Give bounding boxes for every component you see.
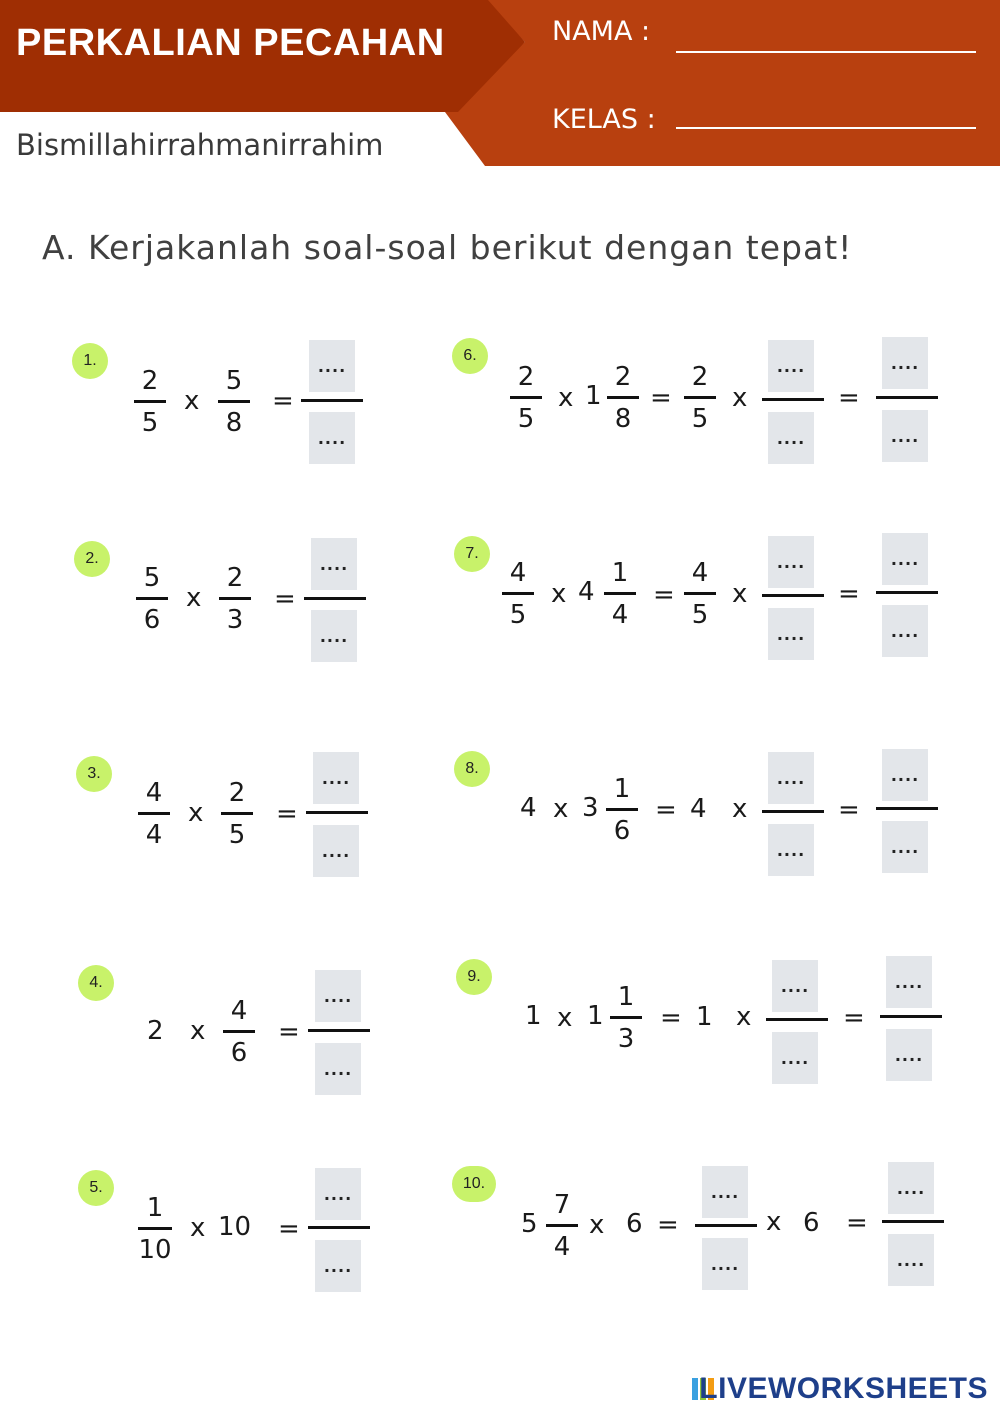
multiply-sign: x bbox=[766, 1207, 782, 1237]
numerator: 2 bbox=[141, 366, 159, 396]
numerator: 1 bbox=[611, 558, 629, 588]
answer-numerator-box[interactable]: .... bbox=[768, 536, 814, 588]
fraction-bar bbox=[308, 1226, 370, 1229]
denominator: 6 bbox=[143, 605, 161, 635]
answer-numerator-box[interactable]: .... bbox=[309, 340, 355, 392]
instruction-text: A. Kerjakanlah soal-soal berikut dengan tepat! bbox=[42, 228, 853, 267]
numerator: 4 bbox=[691, 558, 709, 588]
answer-denominator-box[interactable]: .... bbox=[768, 412, 814, 464]
fraction-bar bbox=[876, 591, 938, 594]
numerator: 2 bbox=[226, 563, 244, 593]
answer-denominator-box[interactable]: .... bbox=[768, 608, 814, 660]
fraction-bar bbox=[876, 396, 938, 399]
name-label: NAMA : bbox=[552, 16, 651, 47]
worksheet-title: PERKALIAN PECAHAN bbox=[16, 22, 445, 64]
fraction-bar bbox=[695, 1224, 757, 1227]
problem-number-badge: 10. bbox=[452, 1166, 496, 1202]
equals-sign: = bbox=[657, 1210, 679, 1240]
fraction-bar bbox=[762, 594, 824, 597]
problem-number-badge: 5. bbox=[78, 1170, 114, 1206]
equals-sign: = bbox=[272, 386, 294, 416]
answer-numerator-box[interactable]: .... bbox=[313, 752, 359, 804]
denominator: 5 bbox=[517, 404, 535, 434]
numerator: 7 bbox=[553, 1190, 571, 1220]
fraction-bar bbox=[221, 812, 253, 815]
answer-denominator-box[interactable]: .... bbox=[772, 1032, 818, 1084]
fraction-bar bbox=[138, 812, 170, 815]
denominator: 6 bbox=[613, 816, 631, 846]
mixed-whole: 1 bbox=[585, 381, 602, 411]
answer-numerator-box[interactable]: .... bbox=[311, 538, 357, 590]
problem-number-badge: 4. bbox=[78, 965, 114, 1001]
multiply-sign: x bbox=[558, 383, 574, 413]
answer-numerator-box[interactable]: .... bbox=[886, 956, 932, 1008]
mixed-whole: 1 bbox=[587, 1001, 604, 1031]
whole-number: 4 bbox=[520, 793, 537, 823]
numerator: 2 bbox=[614, 362, 632, 392]
mixed-whole: 3 bbox=[582, 793, 599, 823]
problem-number-badge: 1. bbox=[72, 343, 108, 379]
denominator: 5 bbox=[691, 404, 709, 434]
answer-denominator-box[interactable]: .... bbox=[315, 1043, 361, 1095]
equals-sign: = bbox=[274, 584, 296, 614]
fraction-bar bbox=[218, 400, 250, 403]
fraction-bar bbox=[304, 597, 366, 600]
multiply-sign: x bbox=[553, 794, 569, 824]
numerator: 1 bbox=[613, 774, 631, 804]
fraction-bar bbox=[134, 400, 166, 403]
denominator: 4 bbox=[553, 1232, 571, 1262]
liveworksheets-logo-text: LIVEWORKSHEETS bbox=[699, 1372, 988, 1405]
denominator: 10 bbox=[138, 1235, 172, 1265]
fraction-bar bbox=[223, 1030, 255, 1033]
denominator: 5 bbox=[228, 820, 246, 850]
multiply-sign: x bbox=[732, 579, 748, 609]
fraction-bar bbox=[876, 807, 938, 810]
denominator: 3 bbox=[226, 605, 244, 635]
answer-numerator-box[interactable]: .... bbox=[768, 340, 814, 392]
denominator: 6 bbox=[230, 1038, 248, 1068]
numerator: 2 bbox=[691, 362, 709, 392]
equals-sign: = bbox=[843, 1003, 865, 1033]
answer-numerator-box[interactable]: .... bbox=[315, 970, 361, 1022]
fraction-bar bbox=[606, 808, 638, 811]
multiply-sign: x bbox=[732, 794, 748, 824]
answer-denominator-box[interactable]: .... bbox=[882, 821, 928, 873]
equals-sign: = bbox=[660, 1003, 682, 1033]
answer-denominator-box[interactable]: .... bbox=[886, 1029, 932, 1081]
fraction-bar bbox=[610, 1016, 642, 1019]
fraction-bar bbox=[607, 396, 639, 399]
whole-number: 4 bbox=[690, 794, 707, 824]
multiply-sign: x bbox=[732, 383, 748, 413]
equals-sign: = bbox=[838, 795, 860, 825]
numerator: 5 bbox=[225, 366, 243, 396]
answer-denominator-box[interactable]: .... bbox=[882, 410, 928, 462]
whole-number: 2 bbox=[147, 1016, 164, 1046]
multiply-sign: x bbox=[186, 583, 202, 613]
problem-number-badge: 9. bbox=[456, 959, 492, 995]
multiply-sign: x bbox=[190, 1213, 206, 1243]
multiply-sign: x bbox=[551, 579, 567, 609]
fraction-bar bbox=[138, 1227, 172, 1230]
equals-sign: = bbox=[278, 1214, 300, 1244]
equals-sign: = bbox=[838, 383, 860, 413]
denominator: 8 bbox=[225, 408, 243, 438]
fraction-bar bbox=[136, 597, 168, 600]
answer-numerator-box[interactable]: .... bbox=[882, 749, 928, 801]
answer-numerator-box[interactable]: .... bbox=[888, 1162, 934, 1214]
numerator: 4 bbox=[230, 996, 248, 1026]
numerator: 5 bbox=[143, 563, 161, 593]
fraction-bar bbox=[762, 398, 824, 401]
equals-sign: = bbox=[278, 1017, 300, 1047]
fraction-bar bbox=[306, 811, 368, 814]
denominator: 4 bbox=[145, 820, 163, 850]
mixed-whole: 4 bbox=[578, 577, 595, 607]
answer-numerator-box[interactable]: .... bbox=[882, 533, 928, 585]
answer-denominator-box[interactable]: .... bbox=[702, 1238, 748, 1290]
answer-numerator-box[interactable]: .... bbox=[315, 1168, 361, 1220]
numerator: 1 bbox=[617, 982, 635, 1012]
answer-numerator-box[interactable]: .... bbox=[882, 337, 928, 389]
mixed-whole: 5 bbox=[521, 1209, 538, 1239]
fraction-bar bbox=[301, 399, 363, 402]
answer-denominator-box[interactable]: .... bbox=[768, 824, 814, 876]
fraction-bar bbox=[604, 592, 636, 595]
denominator: 5 bbox=[691, 600, 709, 630]
answer-denominator-box[interactable]: .... bbox=[315, 1240, 361, 1292]
whole-number: 6 bbox=[803, 1208, 820, 1238]
whole-number: 6 bbox=[626, 1209, 643, 1239]
denominator: 4 bbox=[611, 600, 629, 630]
answer-numerator-box[interactable]: .... bbox=[702, 1166, 748, 1218]
denominator: 5 bbox=[141, 408, 159, 438]
fraction-bar bbox=[684, 592, 716, 595]
problem-number-badge: 8. bbox=[454, 751, 490, 787]
fraction-bar bbox=[502, 592, 534, 595]
answer-denominator-box[interactable]: .... bbox=[309, 412, 355, 464]
numerator: 2 bbox=[228, 778, 246, 808]
answer-numerator-box[interactable]: .... bbox=[768, 752, 814, 804]
fraction-bar bbox=[546, 1224, 578, 1227]
answer-denominator-box[interactable]: .... bbox=[313, 825, 359, 877]
equals-sign: = bbox=[276, 799, 298, 829]
fraction-bar bbox=[762, 810, 824, 813]
equals-sign: = bbox=[655, 795, 677, 825]
whole-number: 10 bbox=[218, 1212, 252, 1242]
equals-sign: = bbox=[650, 383, 672, 413]
answer-denominator-box[interactable]: .... bbox=[882, 605, 928, 657]
multiply-sign: x bbox=[736, 1002, 752, 1032]
class-field[interactable] bbox=[676, 127, 976, 129]
denominator: 5 bbox=[509, 600, 527, 630]
whole-number: 1 bbox=[525, 1001, 542, 1031]
fraction-bar bbox=[684, 396, 716, 399]
fraction-bar bbox=[882, 1220, 944, 1223]
multiply-sign: x bbox=[589, 1210, 605, 1240]
equals-sign: = bbox=[838, 579, 860, 609]
equals-sign: = bbox=[846, 1208, 868, 1238]
fraction-bar bbox=[510, 396, 542, 399]
problem-number-badge: 3. bbox=[76, 756, 112, 792]
fraction-bar bbox=[308, 1029, 370, 1032]
denominator: 8 bbox=[614, 404, 632, 434]
answer-denominator-box[interactable]: .... bbox=[311, 610, 357, 662]
numerator: 1 bbox=[146, 1193, 164, 1223]
numerator: 2 bbox=[517, 362, 535, 392]
problem-number-badge: 6. bbox=[452, 338, 488, 374]
class-label: KELAS : bbox=[552, 104, 656, 135]
fraction-bar bbox=[219, 597, 251, 600]
multiply-sign: x bbox=[190, 1016, 206, 1046]
numerator: 4 bbox=[509, 558, 527, 588]
fraction-bar bbox=[766, 1018, 828, 1021]
problem-number-badge: 7. bbox=[454, 536, 490, 572]
multiply-sign: x bbox=[188, 798, 204, 828]
denominator: 3 bbox=[617, 1024, 635, 1054]
equals-sign: = bbox=[653, 580, 675, 610]
fraction-bar bbox=[880, 1015, 942, 1018]
worksheet-subtitle: Bismillahirrahmanirrahim bbox=[16, 128, 384, 162]
whole-number: 1 bbox=[696, 1002, 713, 1032]
multiply-sign: x bbox=[557, 1003, 573, 1033]
multiply-sign: x bbox=[184, 386, 200, 416]
problem-number-badge: 2. bbox=[74, 541, 110, 577]
numerator: 4 bbox=[145, 778, 163, 808]
answer-numerator-box[interactable]: .... bbox=[772, 960, 818, 1012]
answer-denominator-box[interactable]: .... bbox=[888, 1234, 934, 1286]
name-field[interactable] bbox=[676, 51, 976, 53]
